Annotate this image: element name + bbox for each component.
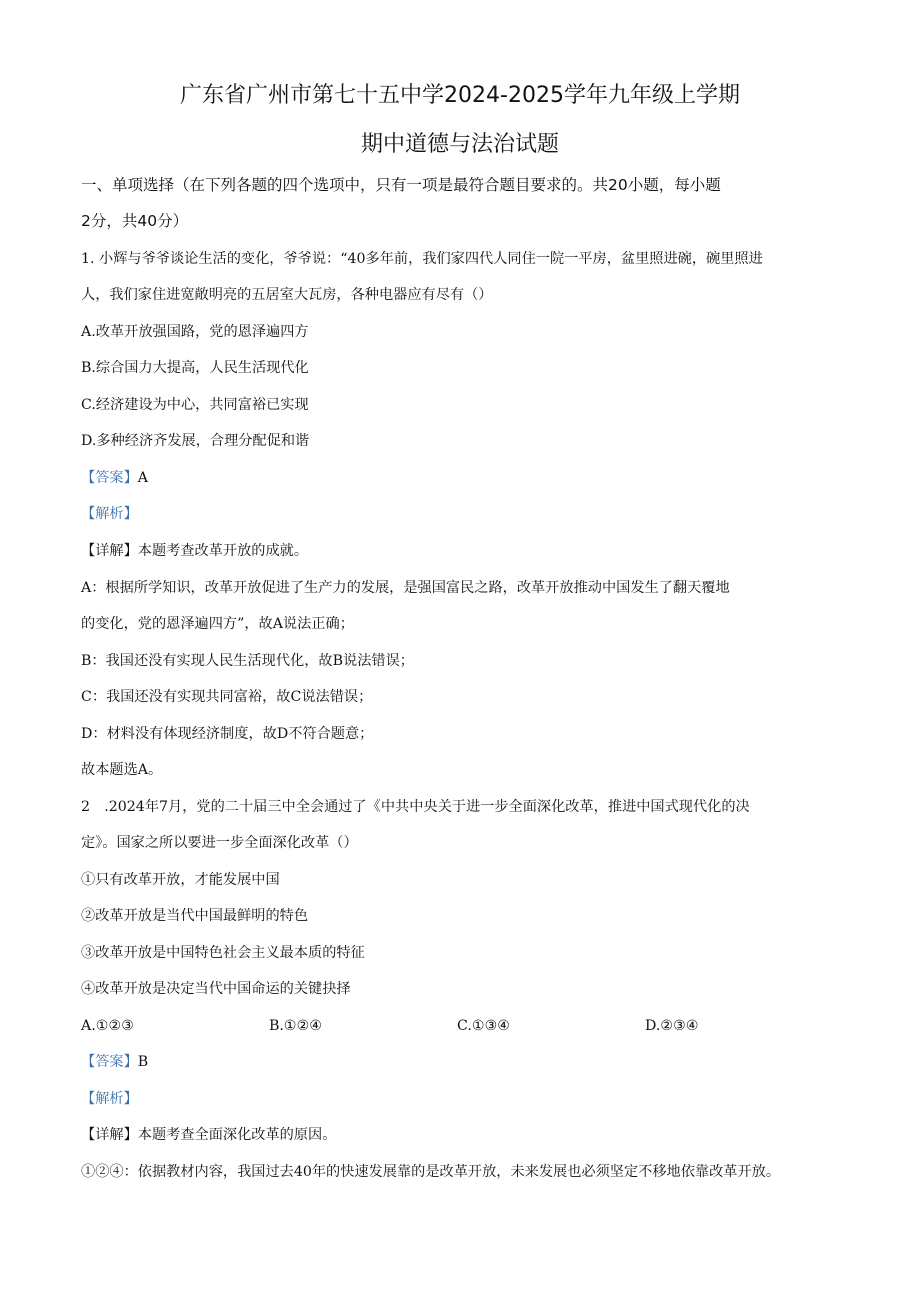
answer-tag: 【答案】 bbox=[81, 1054, 138, 1070]
q2-option-d: D.②③④ bbox=[645, 1018, 699, 1034]
q1-explain-a-line1: A：根据所学知识，改革开放促进了生产力的发展，是强国富民之路，改革开放推动中国发生了翻天覆地 bbox=[81, 580, 730, 596]
q1-option-a: A.改革开放强国路，党的恩泽遍四方 bbox=[81, 324, 309, 340]
q2-statement-3: ③改革开放是中国特色社会主义最本质的特征 bbox=[81, 945, 365, 961]
answer-value: A bbox=[137, 470, 149, 486]
answer-tag: 【答案】 bbox=[81, 470, 138, 486]
q1-explain-c: C：我国还没有实现共同富裕，故C说法错误； bbox=[81, 689, 373, 705]
q1-analysis bbox=[81, 504, 138, 524]
analysis-tag: 【解析】 bbox=[81, 1091, 138, 1107]
detail-tag: 【详解】 bbox=[81, 543, 138, 559]
q1-option-c: C.经济建设为中心，共同富裕已实现 bbox=[81, 397, 309, 413]
q1-conclusion: 故本题选A。 bbox=[81, 762, 163, 778]
q2-statement-4: ④改革开放是决定当代中国命运的关键抉择 bbox=[81, 981, 351, 997]
q1-option-d: D.多种经济齐发展，合理分配促和谐 bbox=[81, 433, 310, 449]
detail-text: 本题考查全面深化改革的原因。 bbox=[137, 1127, 337, 1143]
section-heading-line2: 2分，共40分） bbox=[81, 212, 189, 230]
q1-explain-a-line2: 的变化，党的恩泽遍四方”，故A说法正确； bbox=[81, 616, 354, 632]
q1-detail bbox=[81, 541, 308, 561]
answer-value: B bbox=[137, 1054, 149, 1070]
q2-answer bbox=[81, 1052, 148, 1072]
q2-statement-1: ①只有改革开放，才能发展中国 bbox=[81, 872, 280, 888]
q1-explain-d: D：材料没有体现经济制度，故D不符合题意； bbox=[81, 726, 374, 742]
q1-stem-line1: 1. 小辉与爷爷谈论生活的变化，爷爷说：“40多年前，我们家四代人同住一院一平房，盆里照进碗，碗里照进 bbox=[81, 251, 763, 267]
q2-explain-1: ①②④：依据教材内容，我国过去40年的快速发展靠的是改革开放，未来发展也必须坚定不移地依靠改革开放。 bbox=[81, 1164, 781, 1180]
exam-title-line2: 期中道德与法治试题 bbox=[360, 132, 559, 157]
q1-option-b: B.综合国力大提高，人民生活现代化 bbox=[81, 360, 309, 376]
q1-explain-b: B：我国还没有实现人民生活现代化，故B说法错误； bbox=[81, 653, 414, 669]
q2-option-a: A.①②③ bbox=[81, 1018, 134, 1034]
detail-text: 本题考查改革开放的成就。 bbox=[137, 543, 309, 559]
section-heading-line1: 一、单项选择（在下列各题的四个选项中，只有一项是最符合题目要求的。共20小题，每小题 bbox=[81, 176, 721, 194]
q2-stem-line1: 2 .2024年7月，党的二十届三中全会通过了《中共中央关于进一步全面深化改革，推进中国式现代化的决 bbox=[81, 799, 750, 815]
q2-analysis bbox=[81, 1089, 138, 1109]
q1-stem-line2: 人，我们家住进宽敞明亮的五居室大瓦房，各种电器应有尽有（） bbox=[81, 287, 493, 303]
q2-detail bbox=[81, 1125, 336, 1145]
q2-option-c: C.①③④ bbox=[457, 1018, 511, 1034]
q2-option-b: B.①②④ bbox=[269, 1018, 323, 1034]
q1-answer bbox=[81, 468, 148, 488]
detail-tag: 【详解】 bbox=[81, 1127, 138, 1143]
q2-stem-line2: 定》。国家之所以要进一步全面深化改革（） bbox=[81, 835, 358, 851]
analysis-tag: 【解析】 bbox=[81, 506, 138, 522]
exam-title-line1: 广东省广州市第七十五中学2024-2025学年九年级上学期 bbox=[180, 83, 740, 108]
q2-statement-2: ②改革开放是当代中国最鲜明的特色 bbox=[81, 908, 309, 924]
